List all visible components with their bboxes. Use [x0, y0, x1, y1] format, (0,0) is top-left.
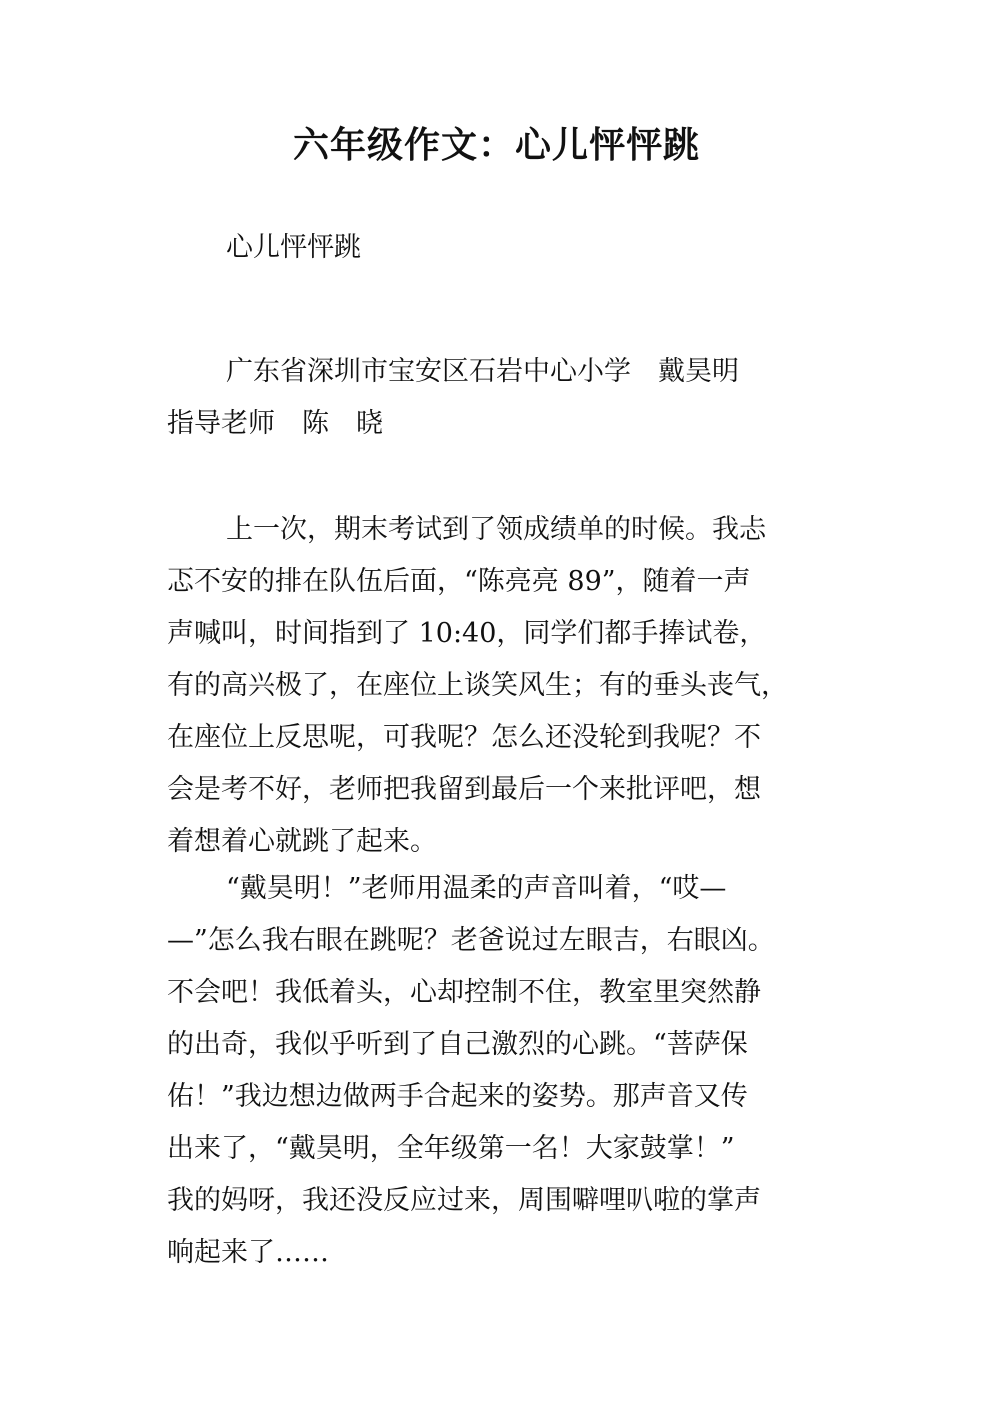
subtitle-line: 心儿怦怦跳 — [226, 232, 361, 263]
author-teacher-line: 指导老师 陈 晓 — [167, 408, 383, 439]
paragraph-line: 在座位上反思呢，可我呢？怎么还没轮到我呢？不 — [167, 722, 761, 753]
paragraph-line: 佑！”我边想边做两手合起来的姿势。那声音又传 — [167, 1081, 748, 1112]
paragraph-line: 有的高兴极了，在座位上谈笑风生；有的垂头丧气， — [167, 670, 788, 701]
paragraph-line: 出来了，“戴昊明，全年级第一名！大家鼓掌！” — [167, 1133, 735, 1164]
paragraph-line: 声喊叫，时间指到了 10:40，同学们都手捧试卷， — [167, 618, 767, 649]
paragraph-line: 着想着心就跳了起来。 — [167, 826, 437, 857]
paragraph-line: 响起来了…… — [167, 1237, 329, 1268]
document-title: 六年级作文：心儿怦怦跳 — [292, 125, 700, 166]
author-info — [167, 346, 847, 450]
essay-subtitle — [167, 222, 847, 274]
paragraph-line: “戴昊明！”老师用温柔的声音叫着，“哎— — [226, 873, 727, 904]
body-paragraph-2 — [167, 863, 847, 1279]
paragraph-line: 的出奇，我似乎听到了自己激烈的心跳。“菩萨保 — [167, 1029, 748, 1060]
author-school-line: 广东省深圳市宝安区石岩中心小学 戴昊明 — [226, 356, 739, 387]
paragraph-line: 会是考不好，老师把我留到最后一个来批评吧，想 — [167, 774, 761, 805]
paragraph-line: 不会吧！我低着头，心却控制不住，教室里突然静 — [167, 977, 761, 1008]
paragraph-line: 我的妈呀，我还没反应过来，周围噼哩叭啦的掌声 — [167, 1185, 761, 1216]
paragraph-line: 忑不安的排在队伍后面，“陈亮亮 89”，随着一声 — [167, 566, 751, 597]
paragraph-line: 上一次，期末考试到了领成绩单的时候。我忐 — [226, 514, 766, 545]
body-paragraph-1 — [167, 504, 847, 868]
paragraph-line: —”怎么我右眼在跳呢？老爸说过左眼吉，右眼凶。 — [167, 925, 775, 956]
